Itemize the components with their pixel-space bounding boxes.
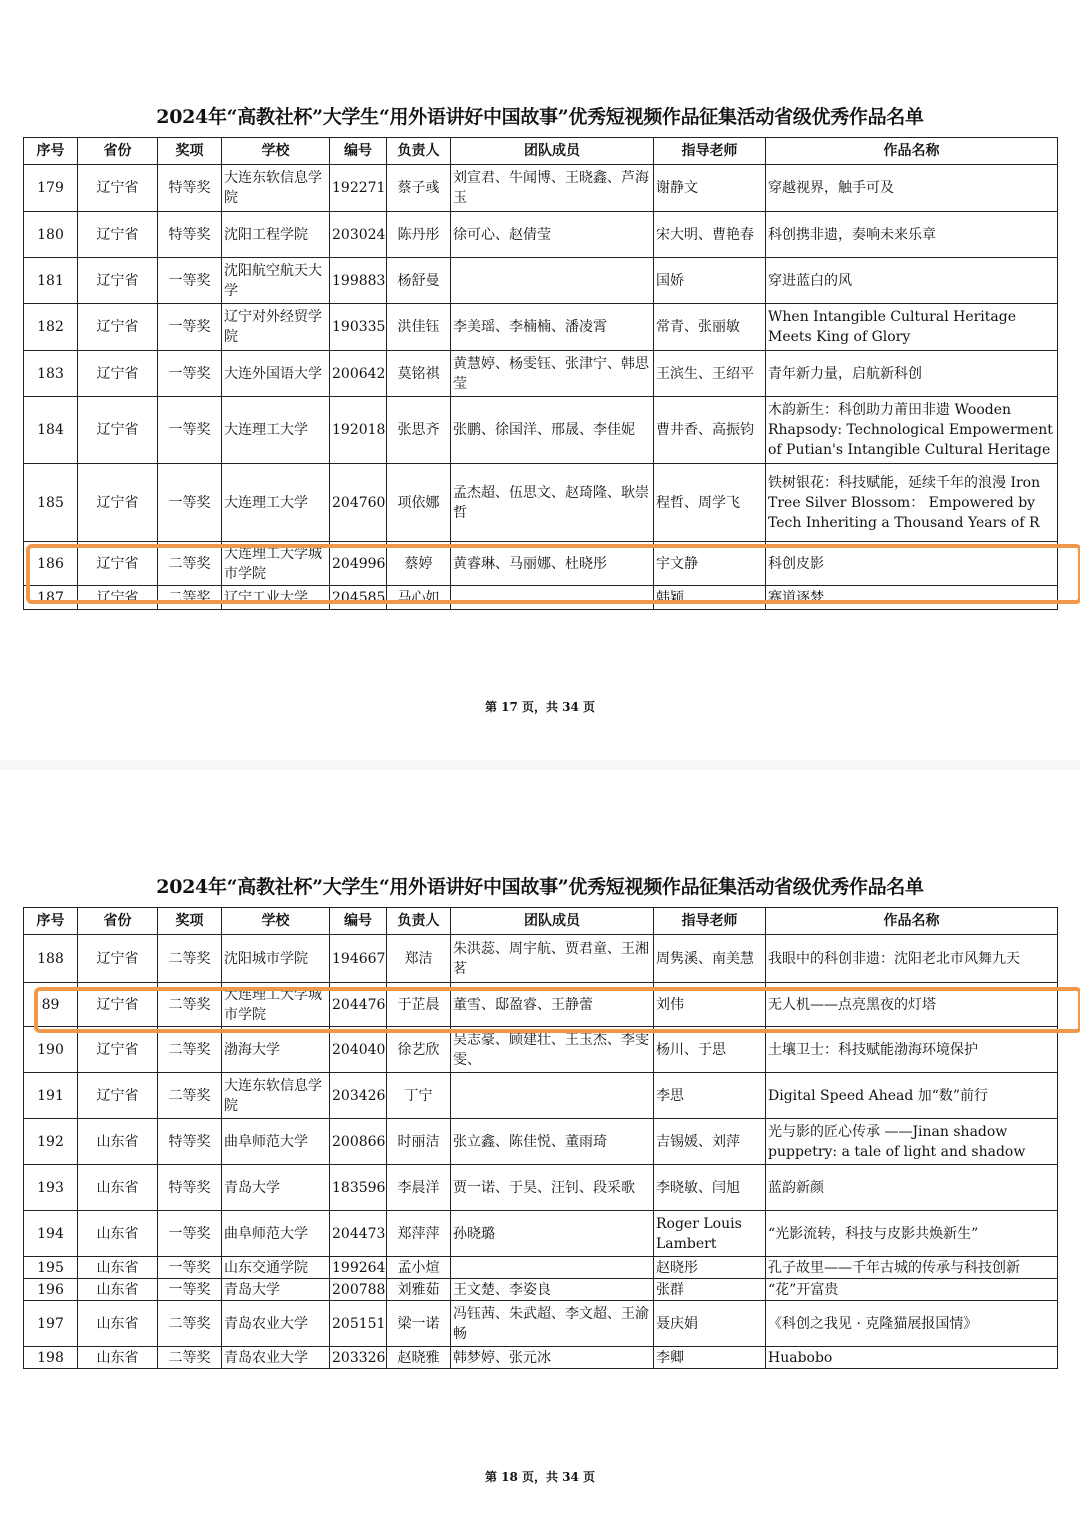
- cell-row-number: 197: [24, 1301, 78, 1347]
- cell-entry-id: 205151: [330, 1301, 387, 1347]
- cell-entry-id: 203024: [330, 212, 387, 258]
- cell-row-number: 184: [24, 397, 78, 464]
- cell-award: 特等奖: [158, 1119, 222, 1165]
- column-header-row-number: 序号: [24, 908, 78, 935]
- cell-school: 山东交通学院: [222, 1257, 330, 1279]
- cell-row-number: 194: [24, 1211, 78, 1257]
- cell-team-members: 张鹏、徐国洋、邢晟、李佳妮: [451, 397, 654, 464]
- highlight-box-row-186: [26, 544, 1080, 604]
- table-row: [24, 1073, 1058, 1119]
- cell-row-number: 191: [24, 1073, 78, 1119]
- table-row: [24, 165, 1058, 212]
- cell-school: 大连理工大学: [222, 464, 330, 542]
- cell-award: 一等奖: [158, 1279, 222, 1301]
- cell-work-title: 无人机——点亮黑夜的灯塔: [766, 983, 1058, 1027]
- cell-advisor: 刘伟: [654, 983, 766, 1027]
- table-row: [24, 1165, 1058, 1211]
- cell-team-members: 孙晓璐: [451, 1211, 654, 1257]
- cell-row-number: 179: [24, 165, 78, 212]
- page-number: 第 18 页，共 34 页: [484, 1470, 596, 1484]
- cell-row-number: 195: [24, 1257, 78, 1279]
- cell-entry-id: 204040: [330, 1027, 387, 1073]
- table-row: [24, 464, 1058, 542]
- cell-team-members: 黄慧婷、杨雯钰、张津宁、韩思莹: [451, 351, 654, 397]
- cell-advisor: 李卿: [654, 1347, 766, 1369]
- cell-team-members: 冯钰茜、朱武超、李文超、王渝畅: [451, 1301, 654, 1347]
- column-header-advisor: 指导老师: [654, 908, 766, 935]
- cell-school: 大连东软信息学院: [222, 1073, 330, 1119]
- cell-leader: 洪佳钰: [387, 304, 451, 351]
- table-row: [24, 258, 1058, 304]
- cell-leader: 马心如: [387, 586, 451, 610]
- cell-province: 山东省: [78, 1347, 158, 1369]
- cell-row-number: 186: [24, 542, 78, 586]
- cell-advisor: 王滨生、王绍平: [654, 351, 766, 397]
- cell-entry-id: 203326: [330, 1347, 387, 1369]
- cell-entry-id: 200788: [330, 1279, 387, 1301]
- page-18: [0, 770, 1080, 1530]
- cell-work-title: When Intangible Cultural Heritage Meets King of Glory: [766, 304, 1058, 351]
- cell-leader: 蔡子彧: [387, 165, 451, 212]
- cell-school: 沈阳城市学院: [222, 935, 330, 983]
- cell-school: 辽宁工业大学: [222, 586, 330, 610]
- cell-work-title: 科创皮影: [766, 542, 1058, 586]
- cell-row-number: 181: [24, 258, 78, 304]
- cell-leader: 赵晓雅: [387, 1347, 451, 1369]
- cell-row-number: 196: [24, 1279, 78, 1301]
- cell-province: 辽宁省: [78, 983, 158, 1027]
- cell-team-members: 刘宣君、牛闻博、王晓鑫、芦海玉: [451, 165, 654, 212]
- cell-leader: 杨舒曼: [387, 258, 451, 304]
- cell-province: 辽宁省: [78, 304, 158, 351]
- cell-work-title: 青年新力量，启航新科创: [766, 351, 1058, 397]
- cell-province: 辽宁省: [78, 1073, 158, 1119]
- cell-province: 辽宁省: [78, 464, 158, 542]
- column-header-row-number: 序号: [24, 138, 78, 165]
- cell-province: 山东省: [78, 1119, 158, 1165]
- page-17: [0, 0, 1080, 760]
- column-header-team-members: 团队成员: [451, 138, 654, 165]
- cell-advisor: 张群: [654, 1279, 766, 1301]
- cell-row-number: 180: [24, 212, 78, 258]
- cell-entry-id: 183596: [330, 1165, 387, 1211]
- cell-school: 大连理工大学: [222, 397, 330, 464]
- cell-province: 辽宁省: [78, 258, 158, 304]
- cell-advisor: 周隽溪、南美慧: [654, 935, 766, 983]
- cell-school: 青岛农业大学: [222, 1347, 330, 1369]
- cell-entry-id: 199883: [330, 258, 387, 304]
- cell-row-number: 190: [24, 1027, 78, 1073]
- cell-award: 特等奖: [158, 1165, 222, 1211]
- cell-row-number: 188: [24, 935, 78, 983]
- cell-team-members: 吴志豪、顾建壮、王玉杰、李雯雯、: [451, 1027, 654, 1073]
- cell-school: 大连理工大学城市学院: [222, 542, 330, 586]
- cell-award: 一等奖: [158, 304, 222, 351]
- cell-work-title: “光影流转，科技与皮影共焕新生”: [766, 1211, 1058, 1257]
- table-row: [24, 1211, 1058, 1257]
- cell-award: 二等奖: [158, 542, 222, 586]
- cell-school: 大连理工大学城市学院: [222, 983, 330, 1027]
- cell-team-members: 黄睿琳、马丽娜、杜晓彤: [451, 542, 654, 586]
- table-row: [24, 1119, 1058, 1165]
- cell-team-members: 朱洪蕊、周宇航、贾君童、王湘茗: [451, 935, 654, 983]
- cell-entry-id: 192271: [330, 165, 387, 212]
- cell-work-title: 光与影的匠心传承 ——Jinan shadow puppetry: a tale of light and shadow: [766, 1119, 1058, 1165]
- cell-leader: 张思齐: [387, 397, 451, 464]
- cell-award: 二等奖: [158, 1347, 222, 1369]
- cell-award: 二等奖: [158, 1301, 222, 1347]
- cell-award: 特等奖: [158, 165, 222, 212]
- cell-work-title: 土壤卫士：科技赋能渤海环境保护: [766, 1027, 1058, 1073]
- cell-leader: 蔡婷: [387, 542, 451, 586]
- table-row: [24, 1257, 1058, 1279]
- table-row: [24, 212, 1058, 258]
- cell-province: 山东省: [78, 1257, 158, 1279]
- cell-advisor: 李晓敏、闫旭: [654, 1165, 766, 1211]
- cell-leader: 莫铭祺: [387, 351, 451, 397]
- awards-table: [23, 907, 1058, 1369]
- highlight-box-row-189: [34, 987, 1080, 1033]
- cell-entry-id: 192018: [330, 397, 387, 464]
- cell-team-members: 张立鑫、陈佳悦、董雨琦: [451, 1119, 654, 1165]
- table-row: [24, 397, 1058, 464]
- cell-award: 一等奖: [158, 258, 222, 304]
- cell-team-members: [451, 258, 654, 304]
- column-header-leader: 负责人: [387, 908, 451, 935]
- cell-school: 青岛大学: [222, 1165, 330, 1211]
- cell-province: 山东省: [78, 1279, 158, 1301]
- cell-leader: 孟小煊: [387, 1257, 451, 1279]
- cell-award: 二等奖: [158, 1027, 222, 1073]
- cell-entry-id: 200866: [330, 1119, 387, 1165]
- column-header-leader: 负责人: [387, 138, 451, 165]
- cell-row-number: 185: [24, 464, 78, 542]
- column-header-award: 奖项: [158, 138, 222, 165]
- cell-award: 一等奖: [158, 464, 222, 542]
- cell-leader: 郑洁: [387, 935, 451, 983]
- cell-province: 辽宁省: [78, 935, 158, 983]
- cell-work-title: 孔子故里——千年古城的传承与科技创新: [766, 1257, 1058, 1279]
- cell-team-members: 韩梦婷、张元冰: [451, 1347, 654, 1369]
- cell-entry-id: 200642: [330, 351, 387, 397]
- cell-work-title: 《科创之我见 · 克隆猫展报国情》: [766, 1301, 1058, 1347]
- cell-province: 山东省: [78, 1165, 158, 1211]
- cell-team-members: 董雪、邸盈睿、王静蕾: [451, 983, 654, 1027]
- cell-award: 一等奖: [158, 397, 222, 464]
- cell-advisor: 程哲、周学飞: [654, 464, 766, 542]
- page-title: 2024年“高教社杯”大学生“用外语讲好中国故事”优秀短视频作品征集活动省级优秀作品名单: [156, 876, 924, 898]
- cell-province: 辽宁省: [78, 1027, 158, 1073]
- table-row: [24, 1027, 1058, 1073]
- column-header-advisor: 指导老师: [654, 138, 766, 165]
- cell-row-number: 198: [24, 1347, 78, 1369]
- cell-work-title: 我眼中的科创非遗：沈阳老北市风舞九天: [766, 935, 1058, 983]
- cell-province: 辽宁省: [78, 586, 158, 610]
- cell-school: 大连东软信息学院: [222, 165, 330, 212]
- cell-work-title: 科创携非遗，奏响未来乐章: [766, 212, 1058, 258]
- cell-leader: 于芷晨: [387, 983, 451, 1027]
- cell-advisor: 宇文静: [654, 542, 766, 586]
- cell-advisor: 谢静文: [654, 165, 766, 212]
- cell-work-title: 赛道逐梦: [766, 586, 1058, 610]
- table-row: [24, 1301, 1058, 1347]
- cell-team-members: 徐可心、赵倩莹: [451, 212, 654, 258]
- cell-team-members: 李美瑶、李楠楠、潘凌霄: [451, 304, 654, 351]
- cell-province: 辽宁省: [78, 542, 158, 586]
- cell-advisor: 赵晓彤: [654, 1257, 766, 1279]
- table-row: [24, 1279, 1058, 1301]
- cell-school: 渤海大学: [222, 1027, 330, 1073]
- column-header-award: 奖项: [158, 908, 222, 935]
- cell-advisor: 杨川、于思: [654, 1027, 766, 1073]
- cell-row-number: 182: [24, 304, 78, 351]
- cell-award: 特等奖: [158, 212, 222, 258]
- table-header-row: [24, 138, 1058, 165]
- cell-advisor: 李思: [654, 1073, 766, 1119]
- cell-team-members: 孟杰超、伍思文、赵琦隆、耿崇哲: [451, 464, 654, 542]
- cell-leader: 郑萍萍: [387, 1211, 451, 1257]
- cell-leader: 项依娜: [387, 464, 451, 542]
- cell-school: 青岛大学: [222, 1279, 330, 1301]
- column-header-province: 省份: [78, 138, 158, 165]
- page-title: 2024年“高教社杯”大学生“用外语讲好中国故事”优秀短视频作品征集活动省级优秀作品名单: [156, 106, 924, 128]
- cell-leader: 刘雅茹: [387, 1279, 451, 1301]
- cell-school: 辽宁对外经贸学院: [222, 304, 330, 351]
- cell-province: 山东省: [78, 1211, 158, 1257]
- cell-leader: 徐艺欣: [387, 1027, 451, 1073]
- cell-row-number: 192: [24, 1119, 78, 1165]
- cell-work-title: 穿进蓝白的风: [766, 258, 1058, 304]
- cell-advisor: 曹井香、高振钧: [654, 397, 766, 464]
- cell-advisor: Roger Louis Lambert: [654, 1211, 766, 1257]
- cell-award: 一等奖: [158, 1257, 222, 1279]
- cell-school: 青岛农业大学: [222, 1301, 330, 1347]
- cell-work-title: 铁树银花：科技赋能，延续千年的浪漫 Iron Tree Silver Blossom： Empowered by Tech Inheriting a Thousand Years of R: [766, 464, 1058, 542]
- cell-school: 曲阜师范大学: [222, 1211, 330, 1257]
- cell-work-title: 木韵新生：科创助力莆田非遗 Wooden Rhapsody: Technological Empowerment of Putian's Intangible Cultural Heritage: [766, 397, 1058, 464]
- cell-work-title: 穿越视界，触手可及: [766, 165, 1058, 212]
- column-header-work-title: 作品名称: [766, 138, 1058, 165]
- cell-team-members: 王文楚、李姿良: [451, 1279, 654, 1301]
- cell-entry-id: 204585: [330, 586, 387, 610]
- cell-award: 一等奖: [158, 1211, 222, 1257]
- column-header-school: 学校: [222, 908, 330, 935]
- cell-team-members: 贾一诺、于昊、汪钊、段采歌: [451, 1165, 654, 1211]
- table-row: [24, 935, 1058, 983]
- cell-award: 二等奖: [158, 935, 222, 983]
- cell-entry-id: 204476: [330, 983, 387, 1027]
- cell-row-number: 89: [24, 983, 78, 1027]
- cell-entry-id: 194667: [330, 935, 387, 983]
- cell-province: 辽宁省: [78, 397, 158, 464]
- cell-work-title: Huabobo: [766, 1347, 1058, 1369]
- cell-work-title: Digital Speed Ahead 加“数”前行: [766, 1073, 1058, 1119]
- cell-leader: 时丽洁: [387, 1119, 451, 1165]
- cell-award: 二等奖: [158, 586, 222, 610]
- cell-school: 沈阳工程学院: [222, 212, 330, 258]
- cell-work-title: “花”开富贵: [766, 1279, 1058, 1301]
- cell-school: 大连外国语大学: [222, 351, 330, 397]
- cell-province: 辽宁省: [78, 165, 158, 212]
- cell-advisor: 宋大明、曹艳春: [654, 212, 766, 258]
- cell-advisor: 国娇: [654, 258, 766, 304]
- cell-leader: 陈丹彤: [387, 212, 451, 258]
- cell-entry-id: 203426: [330, 1073, 387, 1119]
- cell-award: 二等奖: [158, 1073, 222, 1119]
- cell-team-members: [451, 1073, 654, 1119]
- cell-leader: 李晨洋: [387, 1165, 451, 1211]
- cell-row-number: 183: [24, 351, 78, 397]
- column-header-entry-id: 编号: [330, 138, 387, 165]
- column-header-school: 学校: [222, 138, 330, 165]
- cell-entry-id: 190335: [330, 304, 387, 351]
- cell-row-number: 193: [24, 1165, 78, 1211]
- cell-work-title: 蓝韵新颜: [766, 1165, 1058, 1211]
- table-row: [24, 1347, 1058, 1369]
- cell-entry-id: 199264: [330, 1257, 387, 1279]
- cell-award: 二等奖: [158, 983, 222, 1027]
- cell-team-members: [451, 1257, 654, 1279]
- cell-school: 曲阜师范大学: [222, 1119, 330, 1165]
- column-header-team-members: 团队成员: [451, 908, 654, 935]
- cell-advisor: 常青、张丽敏: [654, 304, 766, 351]
- cell-advisor: 吉锡媛、刘萍: [654, 1119, 766, 1165]
- table-header-row: [24, 908, 1058, 935]
- cell-entry-id: 204760: [330, 464, 387, 542]
- page-number: 第 17 页，共 34 页: [484, 700, 596, 714]
- awards-table: [23, 137, 1058, 610]
- cell-advisor: 韩颖: [654, 586, 766, 610]
- cell-leader: 丁宁: [387, 1073, 451, 1119]
- table-row: [24, 351, 1058, 397]
- cell-school: 沈阳航空航天大学: [222, 258, 330, 304]
- cell-entry-id: 204473: [330, 1211, 387, 1257]
- cell-entry-id: 204996: [330, 542, 387, 586]
- table-row: [24, 304, 1058, 351]
- column-header-province: 省份: [78, 908, 158, 935]
- cell-province: 辽宁省: [78, 212, 158, 258]
- cell-province: 山东省: [78, 1301, 158, 1347]
- column-header-entry-id: 编号: [330, 908, 387, 935]
- cell-row-number: 187: [24, 586, 78, 610]
- cell-award: 一等奖: [158, 351, 222, 397]
- cell-leader: 梁一诺: [387, 1301, 451, 1347]
- column-header-work-title: 作品名称: [766, 908, 1058, 935]
- cell-advisor: 聂庆娟: [654, 1301, 766, 1347]
- cell-province: 辽宁省: [78, 351, 158, 397]
